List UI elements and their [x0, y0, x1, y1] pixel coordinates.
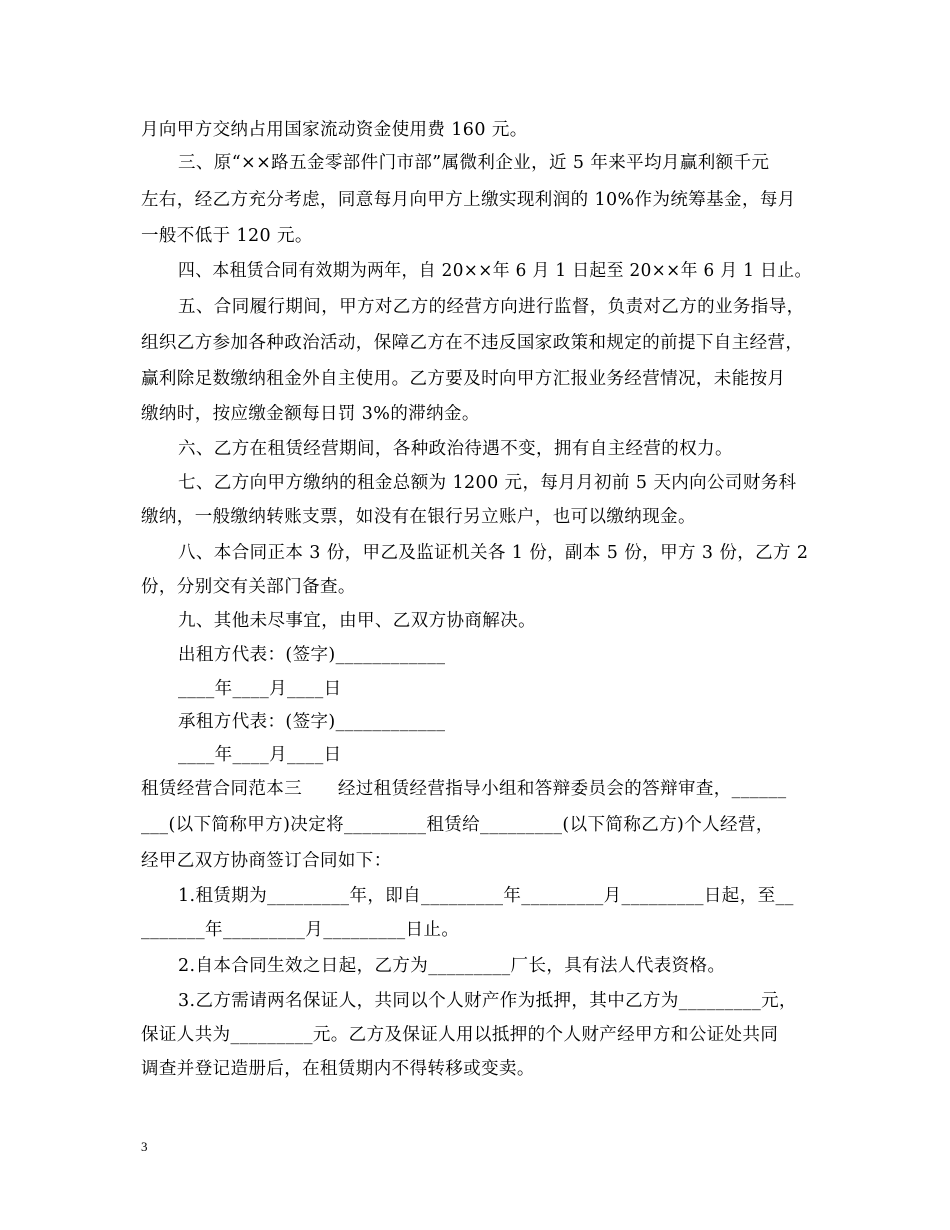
text-line: 四、本租赁合同有效期为两年，自 20××年 6 月 1 日起至 20××年 6 月 1 日止。: [178, 261, 812, 281]
text-line: 3.乙方需请两名保证人，共同以个人财产作为抵押，其中乙方为_________元，: [178, 991, 797, 1011]
text-line: 九、其他未尽事宜，由甲、乙双方协商解决。: [178, 611, 536, 631]
text-line: 1.租赁期为_________年，即自_________年_________月_________日起，至__: [178, 886, 794, 906]
text-line: 七、乙方向甲方缴纳的租金总额为 1200 元，每月月初前 5 天内向公司财务科: [178, 473, 797, 493]
text-line: 保证人共为_________元。乙方及保证人用以抵押的个人财产经甲方和公证处共同: [141, 1025, 779, 1045]
text-line: 经甲乙双方协商签订合同如下：: [141, 851, 392, 871]
page-number: 3: [141, 1139, 148, 1154]
text-line: 赢利除足数缴纳租金外自主使用。乙方要及时向甲方汇报业务经营情况，未能按月: [141, 369, 786, 389]
text-line: 组织乙方参加各种政治活动，保障乙方在不违反国家政策和规定的前提下自主经营，: [141, 333, 804, 353]
text-line: _______年_________月_________日止。: [141, 920, 460, 940]
signature-lessor: 出租方代表：(签字)____________: [178, 645, 446, 665]
text-line: 五、合同履行期间，甲方对乙方的经营方向进行监督，负责对乙方的业务指导，: [178, 297, 805, 317]
text-line: 缴纳时，按应缴金额每日罚 3%的滞纳金。: [141, 404, 480, 424]
text-line: 月向甲方交纳占用国家流动资金使用费 160 元。: [141, 120, 528, 140]
text-line: 六、乙方在租赁经营期间，各种政治待遇不变，拥有自主经营的权力。: [178, 439, 733, 459]
text-line: 调查并登记造册后，在租赁期内不得转移或变卖。: [141, 1059, 535, 1079]
date-blank: ____年____月____日: [178, 745, 342, 765]
text-line: ___(以下简称甲方)决定将_________租赁给_________(以下简称乙方)个人经营，: [141, 815, 774, 835]
text-line: 八、本合同正本 3 份，甲乙及监证机关各 1 份，副本 5 份，甲方 3 份，乙方 2: [178, 543, 809, 563]
date-blank: ____年____月____日: [178, 679, 342, 699]
text-line: 缴纳，一般缴纳转账支票，如没有在银行另立账户，也可以缴纳现金。: [141, 507, 696, 527]
text-line: 份，分别交有关部门备查。: [141, 577, 356, 597]
text-line: 一般不低于 120 元。: [141, 226, 313, 246]
text-line: 左右，经乙方充分考虑，同意每月向甲方上缴实现利润的 10%作为统筹基金，每月: [141, 190, 796, 210]
signature-lessee: 承租方代表：(签字)____________: [178, 712, 446, 732]
text-line: 2.自本合同生效之日起，乙方为_________厂长，具有法人代表资格。: [178, 956, 726, 976]
section-heading-line: 租赁经营合同范本三 经过租赁经营指导小组和答辩委员会的答辩审查，______: [141, 779, 787, 799]
text-line: 三、原“××路五金零部件门市部”属微利企业，近 5 年来平均月赢利额千元: [178, 153, 770, 173]
